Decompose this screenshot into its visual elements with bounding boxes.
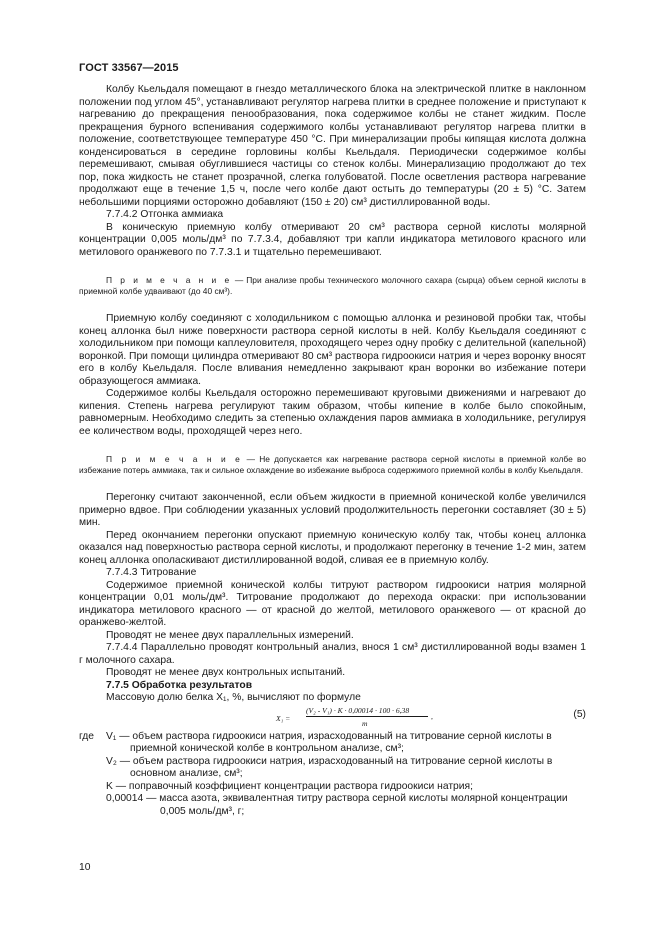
formula-denominator: m (362, 718, 368, 728)
paragraph: Перед окончанием перегонки опускают приемную коническую колбу так, чтобы конец аллонка оказался над поверхностью раствора серной кислоты, и продолжают перегонку в течение 1-2 мин, затем конец аллонка ополаскивают дистиллированной водой, сливая ее в приемную колбу. (79, 529, 586, 566)
definition-text: 0,00014 — масса азота, эквивалентная титру раствора серной кислоты молярной концентрации 0,005 моль/дм³, г; (106, 793, 568, 817)
definition-text: V₁ — объем раствора гидроокиси натрия, израсходованный на титрование серной кислоты в приемной конической колбе в контрольном анализе, см³; (106, 730, 552, 754)
variable-definitions (79, 731, 586, 819)
note-text: — Не допускается как нагревание раствора серной кислоты в приемной колбе во избежание потерь аммиака, так и сильное охлаждение во избежание выброса содержимого приемной колбы в колбу Кьельдаля. (79, 454, 586, 475)
formula-block (79, 705, 586, 731)
definition-nitrogen-mass (79, 793, 586, 818)
where-label: где (79, 730, 95, 742)
section-heading-7-7-4-2: 7.7.4.2 Отгонка аммиака (106, 209, 224, 220)
definition-text: V₂ — объем раствора гидроокиси натрия, израсходованный на титрование серной кислоты в основном анализе, см³; (106, 755, 553, 779)
paragraph: Проводят не менее двух параллельных измерений. (106, 629, 354, 641)
paragraph: Массовую долю белка X₁, %, вычисляют по формуле (106, 692, 361, 703)
equation-number: (5) (573, 708, 586, 720)
spacer (79, 297, 586, 313)
formula-lhs: X₁ = (276, 713, 291, 723)
note-label: П р и м е ч а н и е (106, 454, 243, 464)
paragraph: Колбу Кьельдаля помещают в гнездо металлического блока на электрической плитке в наклонном положении под углом 45°, устанавливают регулятор нагрева плитки в среднее положение и приступают к нагреванию до прекращения пенообразования, пока содержимое колбы не станет жидким. После прекращения бурного вспенивания содержимого колбы устанавливают регулятор нагрева плитки в положение, соответствующее температуре 450 °С. При минерализации пробы кипящая кислота должна конденсироваться в середине горловины колбы Кьельдаля. Периодически содержимое колбы перемешивают, смывая обуглившиеся частицы со стенок колбы. Минерализацию продолжают до тех пор, пока жидкость не станет прозрачной, слегка голубоватой. После осветления раствора нагревание продолжают еще в течение 1,5 ч, после чего колбе дают остыть до температуры (20 ± 5) °С. Затем небольшими порциями осторожно добавляют (150 ± 20) см³ дистиллированной воды. (79, 84, 586, 208)
definition-v1 (79, 731, 586, 756)
paragraph: Содержимое приемной конической колбы титруют раствором гидроокиси натрия молярной концентрации 0,01 моль/дм³. Титрование продолжают до перехода окраски: при использовании индикатора метилового красного — от красной до желтой, метилового оранжевого — от красной до оранжево-желтой. (79, 579, 586, 628)
note (79, 454, 586, 476)
definition-v2 (79, 756, 586, 781)
note (79, 275, 586, 297)
formula-comma: , (431, 711, 433, 721)
paragraph: 7.7.4.4 Параллельно проводят контрольный анализ, внося 1 см³ дистиллированной воды взамен 1 г молочного сахара. (79, 642, 586, 666)
note-text: — При анализе пробы технического молочного сахара (сырца) объем серной кислоты в приемной колбе удваивают (до 40 см³). (79, 275, 586, 296)
paragraph: В коническую приемную колбу отмеривают 20 см³ раствора серной кислоты молярной концентрации 0,005 моль/дм³ по 7.7.3.4, добавляют три капли индикатора метилового красного или метилового оранжевого по 7.7.3.1 и тщательно перемешивают. (79, 221, 586, 258)
definition-k (79, 781, 586, 794)
section-heading-7-7-5: 7.7.5 Обработка результатов (106, 679, 253, 691)
section-heading-7-7-4-3: 7.7.4.3 Титрование (106, 567, 197, 578)
page-number: 10 (79, 862, 91, 873)
document-body (79, 84, 586, 818)
note-label: П р и м е ч а н и е (106, 275, 232, 285)
paragraph: Приемную колбу соединяют с холодильником с помощью аллонка и резиновой пробки так, чтобы конец аллонка был ниже поверхности раствора серной кислоты в ней. Колбу Кьельдаля соединяют с холодильником при помощи каплеуловителя, проходящего через одну пробку с делительной (капельной) воронкой. При помощи цилиндра отмеривают 80 см³ раствора гидроокиси натрия и через воронку вносят его в колбу Кьельдаля. После вливания немедленно закрывают кран воронки во избежание потери образующегося аммиака. (79, 313, 586, 387)
paragraph: Перегонку считают законченной, если объем жидкости в приемной конической колбе увеличился примерно вдвое. При соблюдении указанных условий продолжительность перегонки составляет (30 ± 5) мин. (79, 492, 586, 528)
paragraph: Содержимое колбы Кьельдаля осторожно перемешивают круговыми движениями и нагревают до кипения. Степень нагрева регулируют таким образом, чтобы кипение в колбе было спокойным, равномерным. Необходимо следить за степенью охлаждения паров аммиака в холодильнике, регулируя ее количеством воды, проходящей через него. (79, 388, 586, 437)
paragraph: Проводят не менее двух контрольных испытаний. (106, 667, 346, 678)
definition-text: K — поправочный коэффициент концентрации раствора гидроокиси натрия; (106, 780, 473, 792)
fraction-bar (306, 716, 428, 717)
document-header: ГОСТ 33567—2015 (79, 62, 179, 74)
formula-numerator: (V₂ - V₁) · K · 0,00014 · 100 · 6,38 (306, 705, 410, 715)
spacer (79, 259, 586, 275)
spacer (79, 438, 586, 454)
spacer (79, 476, 586, 492)
